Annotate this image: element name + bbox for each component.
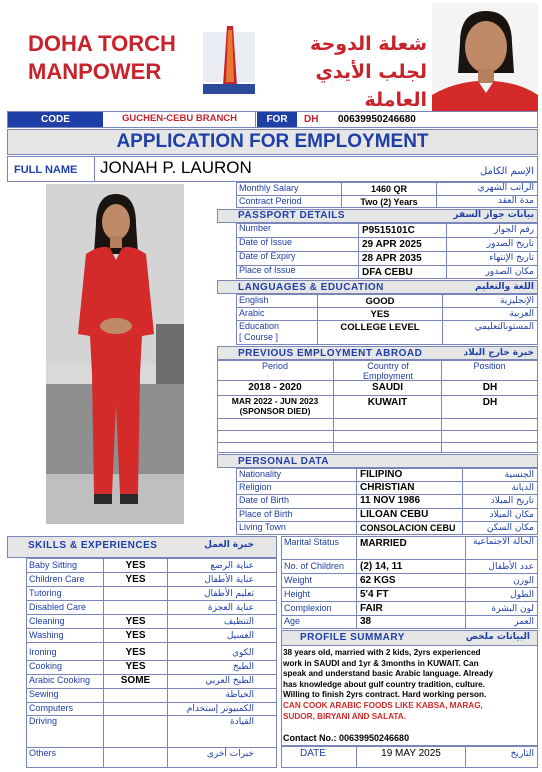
skill-ironing-ar: الكوي [232, 648, 254, 658]
date-of-expiry-label: Date of Expiry [239, 251, 296, 261]
skill-cooking-ar: الطبخ [232, 662, 254, 672]
english-ar: الإنجليزية [500, 296, 534, 306]
profile-title-ar: البيانات ملخص [465, 632, 530, 642]
living-town-label: Living Town [239, 522, 286, 532]
skills-title: SKILLS & EXPERIENCES [28, 540, 158, 551]
company-name-line2: MANPOWER [28, 59, 162, 84]
for-label: FOR [266, 114, 288, 125]
skill-washing-ar: الغسيل [226, 631, 254, 641]
education-course-label: [ Course ] [239, 332, 279, 342]
place-of-issue-value: DFA CEBU [362, 267, 413, 278]
nationality-label: Nationality [239, 469, 282, 479]
weight-value: 62 KGS [360, 575, 396, 586]
col-position: Position [473, 361, 506, 371]
english-label: English [239, 295, 269, 305]
arabic-value: YES [370, 309, 390, 320]
skill-arabic-cooking: Arabic Cooking [29, 675, 91, 685]
skill-children-care-ar: عناية الأطفال [204, 575, 254, 585]
religion-value: CHRISTIAN [360, 482, 415, 493]
english-value: GOOD [365, 296, 395, 307]
full-name-value: JONAH P. LAURON [100, 158, 252, 177]
profile-line1: 38 years old, married with 2 kids, 2yrs experienced [283, 648, 481, 657]
age-value: 38 [360, 616, 372, 627]
employment-row2-period: MAR 2022 - JUN 2023 [231, 396, 319, 406]
contract-period-ar: مدة العقد [498, 196, 534, 206]
education-label: Education [239, 321, 280, 331]
company-name-en [28, 30, 176, 86]
skill-children-care-value: YES [125, 574, 146, 585]
company-name-line1: DOHA TORCH [28, 31, 176, 56]
weight-label: Weight [284, 575, 312, 585]
skill-ironing: Ironing [29, 647, 57, 657]
place-of-issue-label: Place of Issue [239, 265, 296, 275]
education-value: COLLEGE LEVEL [340, 322, 420, 333]
profile-title: PROFILE SUMMARY [300, 632, 405, 643]
passport-number-value: P9515101C [362, 225, 415, 236]
marital-status-value: MARRIED [360, 538, 407, 549]
complexion-value: FAIR [360, 603, 383, 614]
col-period: Period [261, 361, 288, 371]
branch-name: GUCHEN-CEBU BRANCH [104, 112, 256, 127]
arabic-label: Arabic [239, 308, 265, 318]
employment-row2-country: KUWAIT [367, 397, 408, 408]
nationality-ar: الجنسية [504, 470, 534, 480]
marital-status-ar: الحالة الاجتماعية [473, 537, 534, 547]
employment-row2-note: (SPONSOR DIED) [239, 406, 311, 416]
religion-label: Religion [239, 482, 272, 492]
date-of-issue-value: 29 APR 2025 [362, 239, 422, 250]
languages-title: LANGUAGES & EDUCATION [238, 282, 384, 293]
date-of-issue-label: Date of Issue [239, 237, 293, 247]
passport-title-ar: بيانات جواز السفر [453, 210, 534, 220]
company-name-ar-line2: لجلب الأيدي العاملة [315, 61, 427, 111]
monthly-salary-value: 1460 QR [370, 184, 408, 194]
place-of-birth-label: Place of Birth [239, 509, 293, 519]
living-town-value: CONSOLACION CEBU [360, 523, 456, 533]
contract-period-label: Contract Period [239, 196, 302, 206]
personal-title: PERSONAL DATA [238, 456, 329, 467]
skill-baby-sitting-ar: عناية الرضع [210, 561, 254, 571]
employment-title-ar: خبرة خارج البلاد [463, 348, 534, 358]
skill-washing: Washing [29, 630, 64, 640]
date-of-birth-label: Date of Birth [239, 495, 290, 505]
complexion-ar: لون البشرة [491, 604, 534, 614]
profile-line5: Willing to finish 2yrs contract. Hard working person. [283, 690, 487, 700]
skill-children-care: Children Care [29, 574, 85, 584]
skill-arabic-cooking-ar: الطبخ العربي [205, 676, 254, 686]
date-of-birth-ar: تاريخ الميلاد [490, 496, 534, 506]
languages-title-ar: اللغة والتعليم [474, 282, 534, 292]
full-name-ar: الإسم الكامل [479, 166, 534, 177]
profile-line3: speak and understand basic Arabic language. Already [283, 669, 494, 679]
marital-status-label: Marital Status [284, 537, 340, 547]
skills-title-ar: خبرة العمل [204, 540, 254, 550]
date-value: 19 MAY 2025 [381, 748, 441, 759]
profile-red-line1: CAN COOK ARABIC FOODS LIKE KABSA, MARAG, [283, 700, 483, 710]
date-ar: التاريخ [510, 749, 534, 759]
full-name-label: FULL NAME [14, 164, 78, 176]
profile-line2: work in SAUDI and 1yr & 3months in KUWAIT. Can [283, 658, 479, 668]
skill-driving-ar: القيادة [230, 717, 254, 727]
full-body-photo [46, 184, 184, 524]
code-label-box [8, 112, 103, 127]
skill-disabled-care: Disabled Care [29, 602, 87, 612]
skill-driving: Driving [29, 716, 58, 726]
children-value: (2) 14, 11 [360, 561, 403, 572]
skill-ironing-value: YES [125, 647, 146, 658]
skill-cleaning-value: YES [125, 616, 146, 627]
monthly-salary-ar: الراتب الشهري [477, 183, 534, 193]
skill-others: Others [29, 748, 57, 758]
page-title: APPLICATION FOR EMPLOYMENT [116, 131, 429, 152]
age-ar: العمر [514, 617, 534, 627]
date-of-expiry-value: 28 APR 2035 [362, 253, 422, 264]
children-label: No. of Children [284, 561, 345, 571]
children-ar: عدد الأطفال [488, 562, 534, 572]
employment-row1-period: 2018 - 2020 [248, 382, 302, 393]
date-of-expiry-ar: تاريخ الإنتهاء [489, 253, 534, 263]
skill-baby-sitting-value: YES [125, 560, 146, 571]
weight-ar: الوزن [513, 576, 534, 586]
skill-baby-sitting: Baby Sitting [29, 560, 78, 570]
religion-ar: الديانة [511, 483, 534, 493]
profile-contact: Contact No.: 00639950246680 [283, 733, 410, 743]
age-label: Age [284, 616, 301, 626]
for-value: DH [304, 114, 319, 125]
skill-tutoring: Tutoring [29, 588, 62, 598]
skill-sewing: Sewing [29, 689, 59, 699]
employment-title: PREVIOUS EMPLOYMENT ABROAD [238, 348, 423, 359]
skill-cleaning-ar: التنظيف [223, 617, 254, 627]
profile-text [283, 648, 493, 722]
skill-computers-ar: الكمبيوتر إستخدام [186, 704, 254, 714]
contract-period-value: Two (2) Years [360, 197, 418, 207]
profile-red-line2: SUDOR, BIRYANI AND SALATA. [283, 711, 406, 721]
for-label-box [257, 112, 297, 127]
col-country: Country of Employment [362, 361, 414, 381]
company-name-ar-line1: شعلة الدوحة [310, 33, 427, 55]
height-value: 5'4 FT [360, 589, 389, 600]
date-of-birth-value: 11 NOV 1986 [360, 495, 421, 506]
skill-washing-value: YES [125, 630, 146, 641]
profile-line4: has knowledge about gulf country tradition, culture. [283, 679, 485, 689]
skill-others-ar: خبرات أخرى [206, 749, 254, 759]
employment-row1-position: DH [482, 382, 498, 393]
education-ar: المستوىالتعليمي [474, 322, 534, 332]
place-of-birth-ar: مكان الميلاد [489, 510, 534, 520]
place-of-issue-ar: مكان الصدور [485, 267, 534, 277]
top-phone: 00639950246680 [338, 114, 416, 125]
date-label: DATE [300, 748, 326, 759]
employment-row1-country: SAUDI [371, 382, 404, 393]
company-logo [203, 22, 255, 94]
living-town-ar: مكان السكن [486, 523, 534, 533]
skill-computers: Computers [29, 703, 74, 713]
portrait-photo [432, 3, 538, 111]
complexion-label: Complexion [284, 603, 332, 613]
nationality-value: FILIPINO [360, 469, 403, 480]
passport-number-ar: رقم الجواز [493, 225, 534, 235]
skill-cooking: Cooking [29, 661, 63, 671]
passport-number-label: Number [239, 223, 272, 233]
place-of-birth-value: LILOAN CEBU [360, 509, 429, 520]
date-of-issue-ar: تاريخ الصدور [486, 239, 534, 249]
height-ar: الطول [510, 590, 534, 600]
skill-sewing-ar: الخياطة [225, 690, 254, 700]
skill-disabled-care-ar: عناية العجزة [207, 603, 254, 613]
arabic-ar: العربية [509, 309, 534, 319]
height-label: Height [284, 589, 311, 599]
skill-cleaning: Cleaning [29, 616, 65, 626]
passport-title: PASSPORT DETAILS [238, 210, 346, 221]
employment-row2-position: DH [482, 397, 498, 408]
skill-arabic-cooking-value: SOME [120, 675, 151, 686]
monthly-salary-label: Monthly Salary [239, 183, 299, 193]
company-name-ar [262, 30, 427, 114]
skill-tutoring-ar: تعليم الأطفال [203, 589, 254, 599]
code-label: CODE [41, 114, 70, 125]
skill-cooking-value: YES [125, 661, 146, 672]
